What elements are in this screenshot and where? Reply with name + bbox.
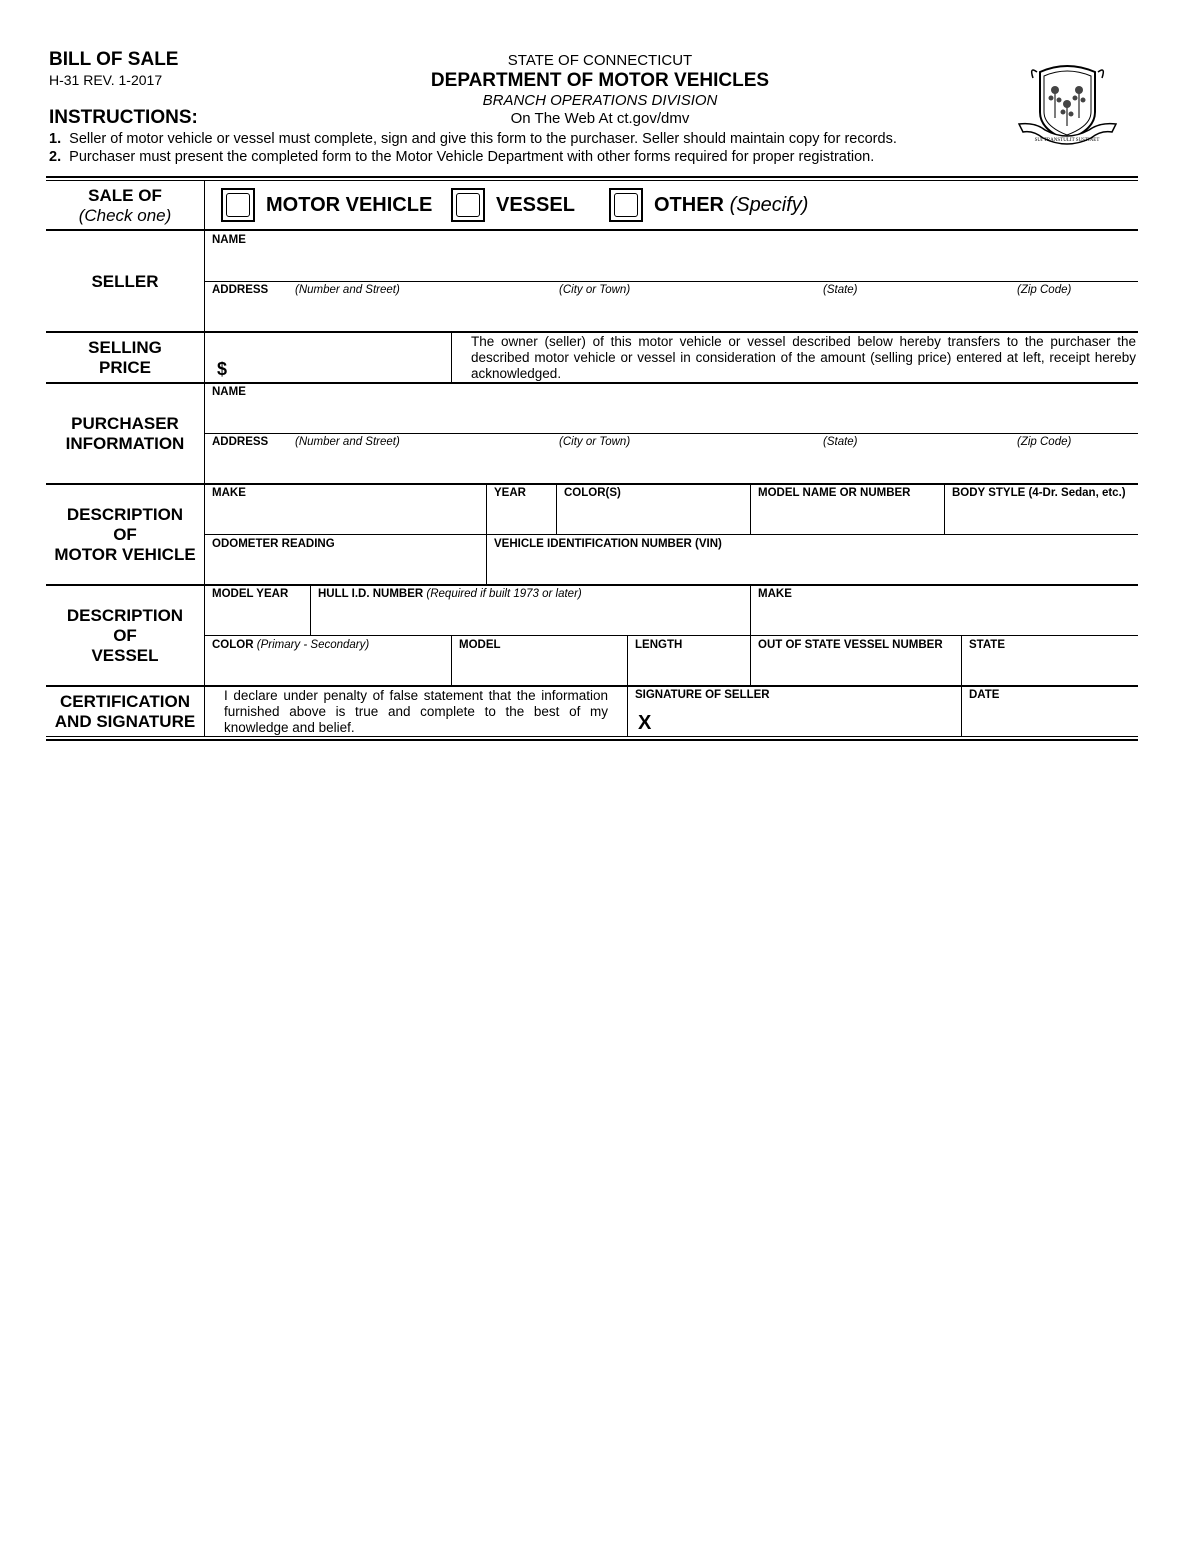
vessel-color-hint: (Primary - Secondary) [256, 639, 370, 651]
seller-signature-label: SIGNATURE OF SELLER [635, 689, 770, 701]
instruction-2-number: 2. [49, 149, 62, 165]
purchaser-label [46, 414, 204, 454]
vin-field[interactable] [488, 552, 1136, 584]
vessel-color-field[interactable] [206, 653, 448, 685]
motor-vehicle-label-line1: DESCRIPTION [66, 505, 184, 524]
vehicle-row-divider [205, 534, 1138, 535]
hull-id-hint: (Required if built 1973 or later) [426, 588, 582, 600]
vessel-color-title: COLOR [212, 639, 254, 651]
seller-address-label: ADDRESS [212, 284, 269, 296]
purchaser-label-line2: INFORMATION [65, 434, 185, 453]
selling-price-label-line2: PRICE [99, 358, 151, 377]
vehicle-body-style-label: BODY STYLE (4-Dr. Sedan, etc.) [952, 487, 1126, 499]
vessel-divider-3 [451, 636, 452, 686]
vessel-divider-2 [750, 586, 751, 686]
vessel-option-label: VESSEL [496, 194, 575, 216]
vessel-label-line3: VESSEL [91, 646, 159, 665]
motor-vehicle-checkbox[interactable] [221, 188, 255, 222]
vehicle-divider-3 [750, 485, 751, 534]
website: On The Web At ct.gov/dmv [510, 110, 690, 127]
signature-x-mark: X [638, 712, 652, 734]
vessel-label-line2: OF [113, 626, 137, 645]
rule-sale-seller [46, 229, 1138, 231]
date-label: DATE [969, 689, 1000, 701]
division-name: BRANCH OPERATIONS DIVISION [482, 92, 718, 109]
vessel-length-label: LENGTH [635, 639, 683, 651]
seal-motto: SUI TRANSTULIT SUSTINET [1034, 138, 1100, 143]
instruction-1 [49, 131, 897, 147]
vehicle-divider-2 [556, 485, 557, 534]
vehicle-model-label: MODEL NAME OR NUMBER [758, 487, 911, 499]
vessel-model-year-field[interactable] [206, 602, 308, 634]
seller-name-divider [205, 281, 1138, 282]
vehicle-make-label: MAKE [212, 487, 246, 499]
vessel-state-field[interactable] [963, 653, 1136, 685]
currency-symbol: $ [217, 359, 228, 379]
purchaser-label-line1: PURCHASER [71, 414, 179, 433]
instructions-heading: INSTRUCTIONS: [49, 107, 198, 128]
vessel-make-field[interactable] [752, 602, 1136, 634]
vessel-row-divider [205, 635, 1138, 636]
hull-id-title: HULL I.D. NUMBER [318, 588, 424, 600]
purchaser-state-hint: (State) [823, 436, 858, 448]
rule-purchaser-vehicle [46, 483, 1138, 485]
motor-vehicle-option-label: MOTOR VEHICLE [266, 194, 433, 216]
vessel-model-label: MODEL [459, 639, 501, 651]
seller-address-field[interactable] [206, 298, 1136, 330]
other-checkbox[interactable] [609, 188, 643, 222]
sale-of-sublabel: (Check one) [78, 206, 172, 225]
rule-price-purchaser [46, 382, 1138, 384]
vehicle-divider-4 [944, 485, 945, 534]
other-option-label: OTHER [654, 194, 724, 216]
price-divider [451, 333, 452, 382]
vehicle-model-field[interactable] [752, 501, 942, 533]
seller-label: SELLER [91, 272, 159, 291]
instruction-2 [49, 149, 874, 165]
sale-of-title: SALE OF [88, 186, 162, 205]
out-of-state-field[interactable] [752, 653, 959, 685]
seller-name-field[interactable] [206, 248, 1136, 280]
instruction-1-number: 1. [49, 131, 62, 147]
certification-label-line2: AND SIGNATURE [54, 712, 196, 731]
form-title: BILL OF SALE [49, 49, 179, 70]
odometer-label: ODOMETER READING [212, 538, 335, 550]
seller-zip-hint: (Zip Code) [1017, 284, 1072, 296]
other-option [654, 194, 808, 217]
rule-vehicle-vessel [46, 584, 1138, 586]
motor-vehicle-label-line3: MOTOR VEHICLE [54, 545, 196, 564]
state-name: STATE OF CONNECTICUT [507, 52, 693, 69]
selling-price-label [46, 338, 204, 378]
purchaser-address-label: ADDRESS [212, 436, 269, 448]
purchaser-name-field[interactable] [206, 400, 1136, 432]
vehicle-year-field[interactable] [488, 501, 554, 533]
purchaser-name-label: NAME [212, 386, 246, 398]
form-number: H-31 REV. 1-2017 [49, 72, 163, 88]
instruction-1-text: Seller of motor vehicle or vessel must complete, sign and give this form to the purchaser. Seller should maintain copy for records. [69, 131, 897, 147]
top-rule-thin [46, 180, 1138, 181]
vessel-model-field[interactable] [453, 653, 625, 685]
vehicle-colors-label: COLOR(S) [564, 487, 621, 499]
vehicle-make-field[interactable] [206, 501, 484, 533]
seller-street-hint: (Number and Street) [295, 284, 400, 296]
vessel-checkbox[interactable] [451, 188, 485, 222]
hull-id-field[interactable] [312, 602, 748, 634]
purchaser-city-hint: (City or Town) [559, 436, 631, 448]
out-of-state-label: OUT OF STATE VESSEL NUMBER [758, 639, 943, 651]
motor-vehicle-label [46, 505, 204, 565]
state-seal-logo [1015, 62, 1120, 152]
vessel-state-label: STATE [969, 639, 1005, 651]
department-name: DEPARTMENT OF MOTOR VEHICLES [430, 70, 770, 91]
selling-price-label-line1: SELLING [88, 338, 162, 357]
hull-id-label [318, 588, 582, 600]
transfer-statement: The owner (seller) of this motor vehicle or vessel described below hereby transfers to the purchaser the described motor vehicle or vessel in consideration of the amount (selling price) entered at left, receipt hereby acknowledged. [471, 334, 1136, 381]
seller-city-hint: (City or Town) [559, 284, 631, 296]
instruction-2-text: Purchaser must present the completed form to the Motor Vehicle Department with other forms required for proper registration. [69, 149, 875, 165]
bottom-rule [46, 739, 1138, 741]
vehicle-divider-1 [486, 485, 487, 585]
vehicle-body-style-field[interactable] [946, 501, 1136, 533]
top-rule [46, 176, 1138, 178]
rule-seller-price [46, 331, 1138, 333]
seller-state-hint: (State) [823, 284, 858, 296]
purchaser-zip-hint: (Zip Code) [1017, 436, 1072, 448]
vessel-label [46, 606, 204, 666]
certification-statement: I declare under penalty of false statement that the information furnished above is true and complete to the best of my knowledge and belief. [224, 688, 608, 735]
other-specify-hint: (Specify) [729, 194, 809, 216]
certification-label [46, 692, 204, 732]
odometer-field[interactable] [206, 552, 484, 584]
vessel-color-label [212, 639, 369, 651]
purchaser-address-field[interactable] [206, 450, 1136, 482]
vessel-length-field[interactable] [629, 653, 748, 685]
vehicle-colors-field[interactable] [558, 501, 748, 533]
vehicle-year-label: YEAR [494, 487, 526, 499]
vessel-model-year-label: MODEL YEAR [212, 588, 289, 600]
purchaser-street-hint: (Number and Street) [295, 436, 400, 448]
motor-vehicle-label-line2: OF [113, 525, 137, 544]
vessel-divider-1 [310, 586, 311, 635]
seller-signature-field[interactable] [660, 704, 957, 734]
vessel-make-label: MAKE [758, 588, 792, 600]
sale-of-label [46, 186, 204, 226]
selling-price-field[interactable] [232, 336, 446, 380]
certification-label-line1: CERTIFICATION [59, 692, 190, 711]
rule-vessel-certification [46, 685, 1138, 687]
seller-name-label: NAME [212, 234, 246, 246]
date-field[interactable] [963, 704, 1136, 734]
purchaser-name-divider [205, 433, 1138, 434]
bottom-rule-thin [46, 736, 1138, 737]
label-column-divider [204, 181, 205, 737]
vin-label: VEHICLE IDENTIFICATION NUMBER (VIN) [494, 538, 722, 550]
vessel-label-line1: DESCRIPTION [66, 606, 184, 625]
